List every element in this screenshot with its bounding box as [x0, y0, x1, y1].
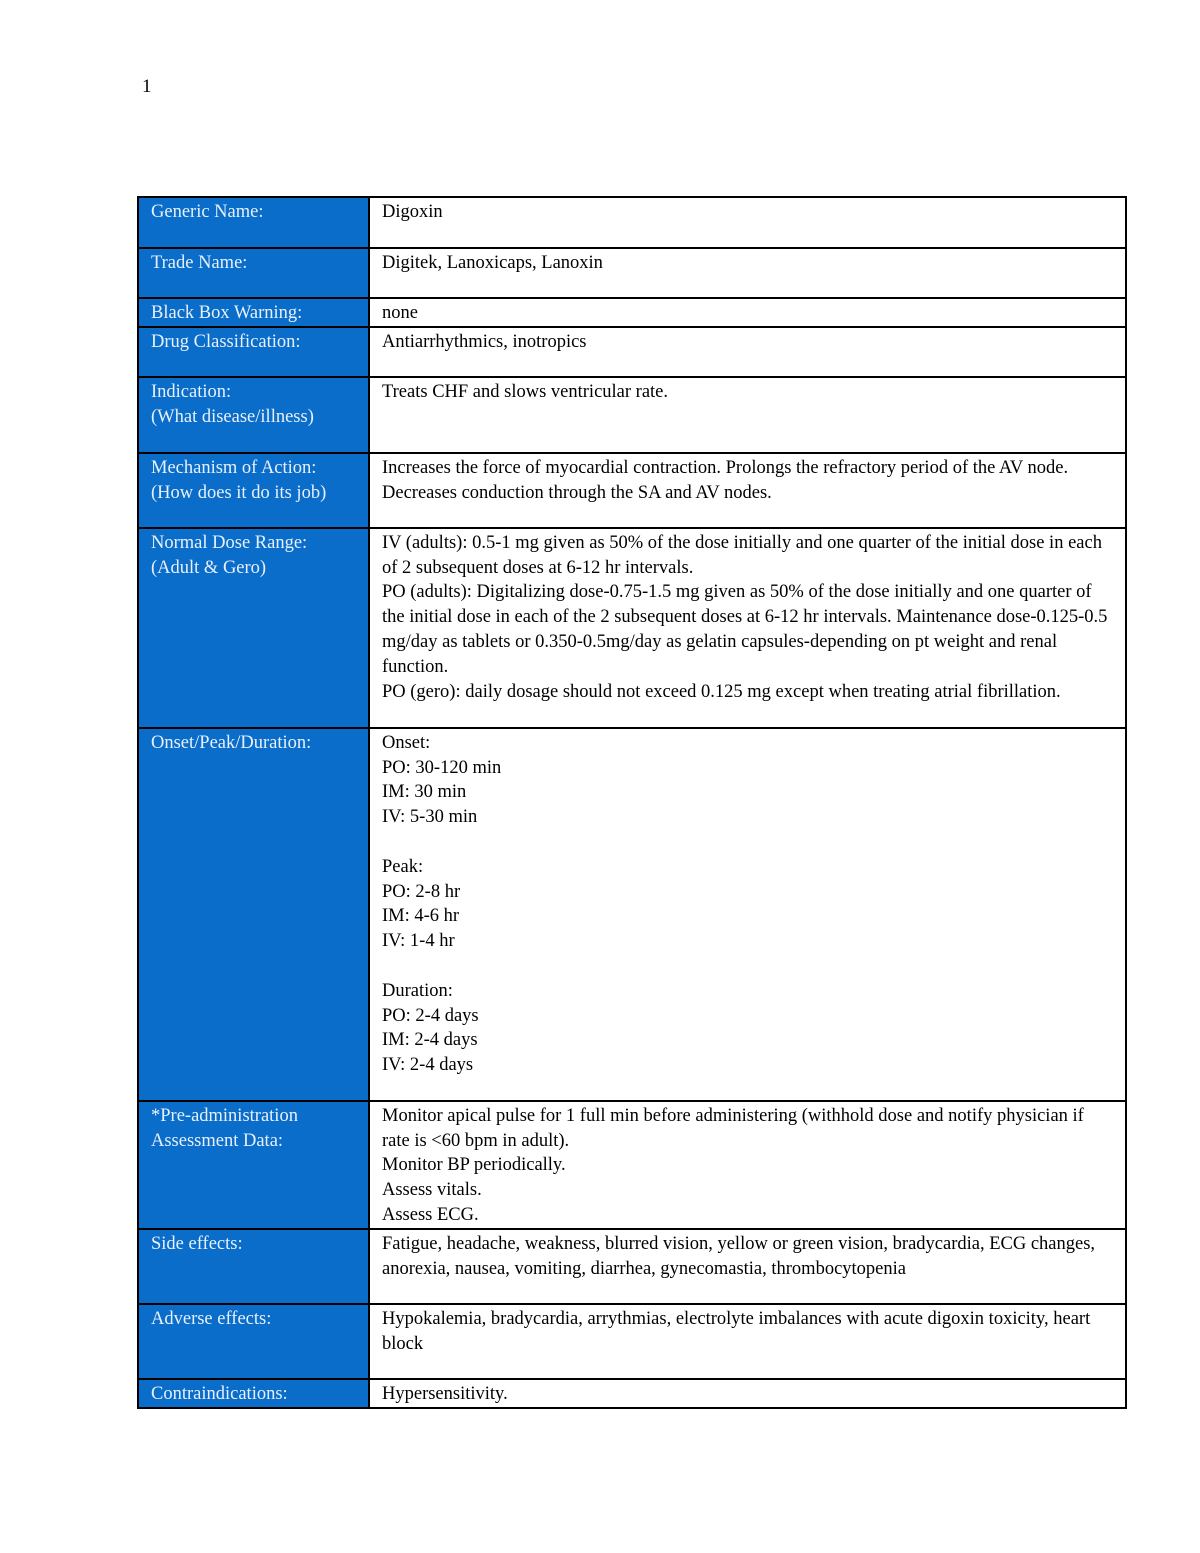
- indication-value: Treats CHF and slows ventricular rate.: [369, 377, 1126, 453]
- row-pre-administration: [138, 1101, 1126, 1229]
- side-effects-value: Fatigue, headache, weakness, blurred vision, yellow or green vision, bradycardia, ECG changes, anorexia, nausea, vomiting, diarrhea, gynecomastia, thrombocytopenia: [369, 1229, 1126, 1304]
- trade-name-value: Digitek, Lanoxicaps, Lanoxin: [369, 248, 1126, 298]
- row-side-effects: [138, 1229, 1126, 1304]
- adverse-effects-label: Adverse effects:: [138, 1304, 369, 1379]
- mechanism-of-action-label: Mechanism of Action: (How does it do its job): [138, 453, 369, 528]
- page-number: 1: [142, 76, 152, 97]
- row-mechanism-of-action: [138, 453, 1126, 528]
- row-black-box-warning: [138, 298, 1126, 327]
- onset-peak-duration-label: Onset/Peak/Duration:: [138, 728, 369, 1101]
- trade-name-label: Trade Name:: [138, 248, 369, 298]
- drug-classification-value: Antiarrhythmics, inotropics: [369, 327, 1126, 377]
- row-onset-peak-duration: [138, 728, 1126, 1101]
- generic-name-label: Generic Name:: [138, 197, 369, 248]
- side-effects-label: Side effects:: [138, 1229, 369, 1304]
- row-normal-dose-range: [138, 528, 1126, 728]
- row-adverse-effects: [138, 1304, 1126, 1379]
- pre-administration-value: Monitor apical pulse for 1 full min before administering (withhold dose and notify physician if rate is <60 bpm in adult). Monitor BP periodically. Assess vitals. Assess ECG.: [369, 1101, 1126, 1229]
- row-contraindications: [138, 1379, 1126, 1408]
- drug-card-table: [137, 196, 1127, 1409]
- contraindications-label: Contraindications:: [138, 1379, 369, 1408]
- row-trade-name: [138, 248, 1126, 298]
- drug-classification-label: Drug Classification:: [138, 327, 369, 377]
- onset-peak-duration-value: Onset: PO: 30-120 min IM: 30 min IV: 5-30 min Peak: PO: 2-8 hr IM: 4-6 hr IV: 1-4 hr Duration: PO: 2-4 days IM: 2-4 days IV: 2-4 days: [369, 728, 1126, 1101]
- mechanism-of-action-value: Increases the force of myocardial contraction. Prolongs the refractory period of the AV node. Decreases conduction through the SA and AV nodes.: [369, 453, 1126, 528]
- row-generic-name: [138, 197, 1126, 248]
- normal-dose-range-label: Normal Dose Range: (Adult & Gero): [138, 528, 369, 728]
- normal-dose-range-value: IV (adults): 0.5-1 mg given as 50% of the dose initially and one quarter of the initial dose in each of 2 subsequent doses at 6-12 hr intervals. PO (adults): Digitalizing dose-0.75-1.5 mg given as 50% of the dose initially and one quarter of the initial dose in each of the 2 subsequent doses at 6-12 hr intervals. Maintenance dose-0.125-0.5 mg/day as tablets or 0.350-0.5mg/day as gelatin capsules-depending on pt weight and renal function. PO (gero): daily dosage should not exceed 0.125 mg except when treating atrial fibrillation.: [369, 528, 1126, 728]
- indication-label: Indication: (What disease/illness): [138, 377, 369, 453]
- row-drug-classification: [138, 327, 1126, 377]
- pre-administration-label: *Pre-administration Assessment Data:: [138, 1101, 369, 1229]
- black-box-warning-label: Black Box Warning:: [138, 298, 369, 327]
- adverse-effects-value: Hypokalemia, bradycardia, arrythmias, electrolyte imbalances with acute digoxin toxicity, heart block: [369, 1304, 1126, 1379]
- contraindications-value: Hypersensitivity.: [369, 1379, 1126, 1408]
- row-indication: [138, 377, 1126, 453]
- black-box-warning-value: none: [369, 298, 1126, 327]
- generic-name-value: Digoxin: [369, 197, 1126, 248]
